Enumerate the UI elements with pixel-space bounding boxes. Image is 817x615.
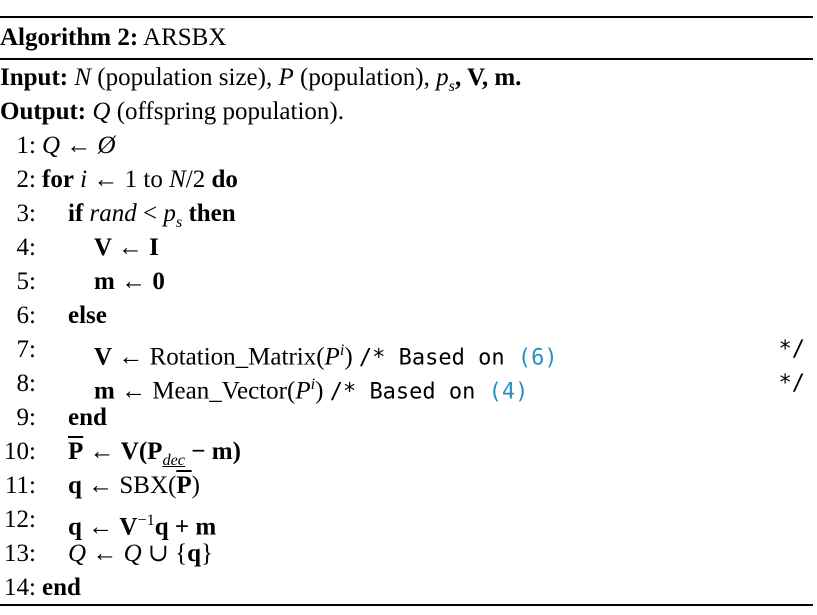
p-var: P xyxy=(295,377,311,405)
loop-var: i xyxy=(80,166,88,193)
input-p-desc: (population), xyxy=(293,64,437,91)
line-5-code: m ← 0 xyxy=(94,268,165,295)
algorithm-name: ARSBX xyxy=(143,24,227,51)
algo-line-10 xyxy=(0,435,813,469)
line-number: 12: xyxy=(4,506,36,533)
algo-line-8 xyxy=(0,367,813,405)
algo-line-5 xyxy=(0,265,813,299)
line-number: 1: xyxy=(16,132,36,159)
algo-line-7 xyxy=(0,333,813,371)
input-ps-sub: s xyxy=(448,77,455,95)
p-bar: $\overline{P}$ xyxy=(68,438,84,465)
ps-sub: s xyxy=(175,213,183,231)
algo-line-11 xyxy=(0,469,813,503)
for-keyword: for xyxy=(42,166,74,193)
sbx-call: ← SBX( xyxy=(81,472,177,499)
input-n: N xyxy=(74,64,92,91)
line-number: 6: xyxy=(16,302,36,329)
q-set: Q xyxy=(123,540,142,567)
line-number: 5: xyxy=(16,268,36,295)
algo-line-9 xyxy=(0,401,813,435)
algo-line-2 xyxy=(0,163,813,197)
algo-line-1 xyxy=(0,129,813,163)
output-q: Q xyxy=(92,98,111,125)
line-number: 11: xyxy=(4,472,36,499)
ps-var: p xyxy=(163,200,176,227)
input-line xyxy=(0,61,521,95)
assign-arrow: ← xyxy=(83,438,121,465)
output-label: Output: xyxy=(0,98,87,125)
line-2-code xyxy=(42,163,238,197)
algo-line-4 xyxy=(0,231,813,265)
p-bar: $\overline{P}$ xyxy=(176,472,192,499)
minus-m: − m) xyxy=(185,438,241,465)
line-number: 4: xyxy=(16,234,36,261)
input-label: Input: xyxy=(0,64,69,91)
rand-var: rand xyxy=(89,200,137,227)
input-ps: p xyxy=(436,64,449,91)
algo-line-12 xyxy=(0,503,813,541)
p-var: P xyxy=(324,343,340,371)
assign-arrow: ← xyxy=(81,513,120,541)
v-var: V xyxy=(94,343,113,371)
top-rule xyxy=(0,16,813,18)
comment-text: /* Based on xyxy=(329,379,489,405)
union-close: } xyxy=(200,540,213,567)
algo-line-3 xyxy=(0,197,813,231)
algorithm-label: Algorithm 2: xyxy=(0,24,139,51)
line-13-code xyxy=(68,537,213,571)
output-desc: (offspring population). xyxy=(110,98,344,125)
end-keyword: end xyxy=(68,404,107,431)
do-keyword: do xyxy=(211,166,238,193)
end-keyword: end xyxy=(42,574,81,601)
input-n-desc: (population size), xyxy=(91,64,279,91)
rotation-close: ) xyxy=(344,343,359,371)
mean-call: ← Mean_Vector( xyxy=(114,377,296,405)
loop-end: /2 xyxy=(185,166,212,193)
less-than: < xyxy=(136,200,164,227)
q-var: q xyxy=(68,472,82,499)
line-number: 2: xyxy=(16,166,36,193)
if-keyword: if xyxy=(68,200,84,227)
then-keyword: then xyxy=(188,200,236,227)
v-var: V xyxy=(119,513,138,541)
comment-end: */ xyxy=(778,371,805,396)
p-sup: i xyxy=(339,341,345,359)
line-number: 10: xyxy=(4,438,36,465)
bottom-rule xyxy=(0,604,813,606)
line-number: 7: xyxy=(16,336,36,363)
comment-end: */ xyxy=(778,337,805,362)
algorithm-title xyxy=(0,21,226,55)
line-number: 9: xyxy=(16,404,36,431)
equation-ref-link[interactable]: (4) xyxy=(488,379,529,405)
v-times-p: V(P xyxy=(120,438,163,465)
input-rest: , V, m. xyxy=(454,64,522,91)
title-rule xyxy=(0,58,813,60)
equation-ref-link[interactable]: (6) xyxy=(517,345,558,371)
union-open: ∪ { xyxy=(141,540,188,567)
loop-range: ← 1 to xyxy=(87,166,170,193)
line-number: 13: xyxy=(4,540,36,567)
assign-arrow: ← xyxy=(86,540,124,567)
output-line xyxy=(0,95,344,129)
algo-line-13 xyxy=(0,537,813,571)
comment-text: /* Based on xyxy=(358,345,518,371)
line-11-code xyxy=(68,469,200,503)
line-number: 14: xyxy=(4,574,36,601)
dec-sub: dec xyxy=(162,451,185,469)
q-set: Q xyxy=(68,540,87,567)
mean-close: ) xyxy=(315,377,330,405)
line-1-code: Q ← Ø xyxy=(42,132,116,159)
q-var: q xyxy=(187,540,201,567)
algo-line-14 xyxy=(0,571,813,605)
line-4-code: V ← I xyxy=(94,234,159,261)
m-var: m xyxy=(94,377,115,405)
q-plus-m: q + m xyxy=(154,513,217,541)
input-p: P xyxy=(278,64,294,91)
loop-n: N xyxy=(169,166,186,193)
line-number: 3: xyxy=(16,200,36,227)
q-var: q xyxy=(68,513,82,541)
algo-line-6 xyxy=(0,299,813,333)
inverse-sup: −1 xyxy=(137,511,155,529)
rotation-call: ← Rotation_Matrix( xyxy=(112,343,325,371)
line-number: 8: xyxy=(16,370,36,397)
p-sup: i xyxy=(310,375,316,393)
sbx-close: ) xyxy=(191,472,200,499)
else-keyword: else xyxy=(68,302,107,329)
